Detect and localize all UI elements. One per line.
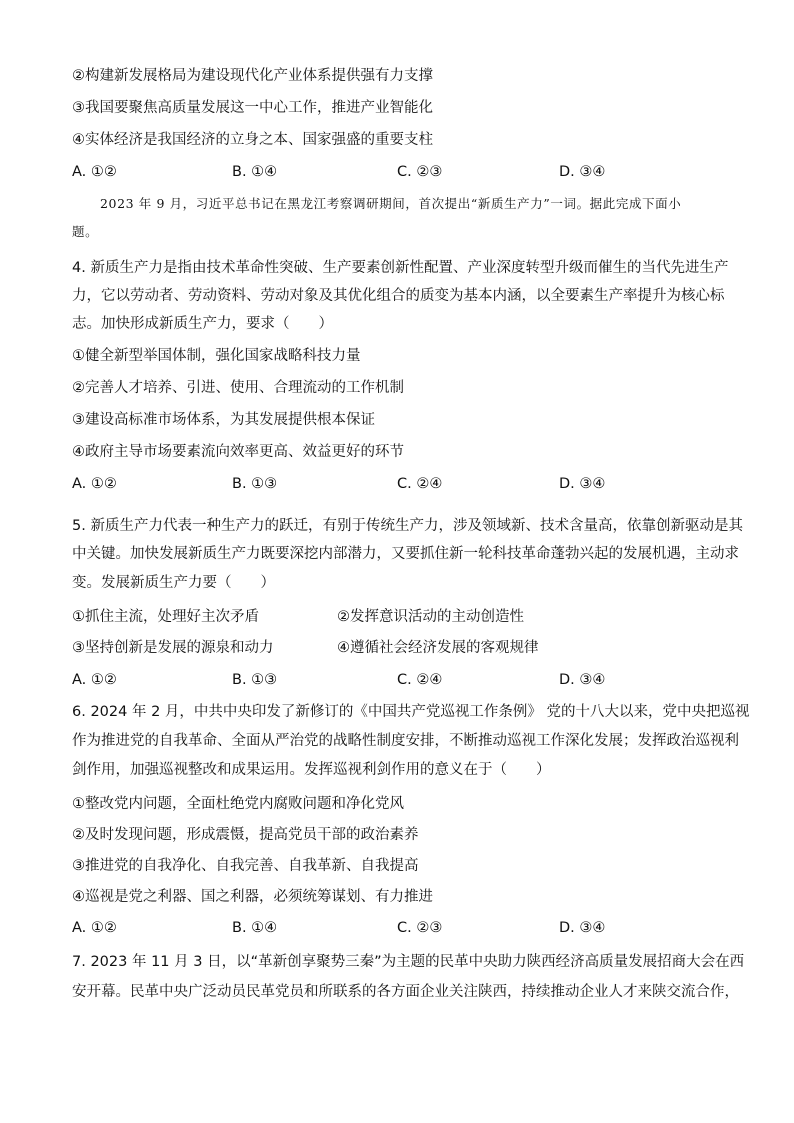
q6-option-d[interactable]: D. ③④: [559, 920, 606, 936]
q3-option-a[interactable]: A. ①②: [72, 164, 117, 180]
q4-option-d[interactable]: D. ③④: [559, 476, 606, 492]
q5-option-b[interactable]: B. ①③: [232, 672, 278, 688]
q5-stem-3: 变。发展新质生产力要（ ）: [72, 575, 275, 591]
q6-item-4: ④巡视是党之利器、国之利器，必须统筹谋划、有力推进: [72, 889, 433, 905]
q4-stem-3: 志。加快形成新质生产力，要求（ ）: [72, 316, 333, 332]
intro-line-1: 2023 年 9 月，习近平总书记在黑龙江考察调研期间，首次提出“新质生产力”一词。据此完成下面小: [100, 196, 682, 211]
q5-item-2: ②发挥意识活动的主动创造性: [337, 609, 524, 625]
q4-option-b[interactable]: B. ①③: [232, 476, 278, 492]
q7-stem-2: 安开幕。民革中央广泛动员民革党员和所联系的各方面企业关注陕西，持续推动企业人才来陕交流合作，: [72, 984, 739, 1000]
q5-option-d[interactable]: D. ③④: [559, 672, 606, 688]
q5-items-row-1: [72, 607, 524, 627]
q3-item-3: ③我国要聚焦高质量发展这一中心工作，推进产业智能化: [72, 100, 433, 116]
q4-option-a[interactable]: A. ①②: [72, 476, 117, 492]
q3-item-4: ④实体经济是我国经济的立身之本、国家强盛的重要支柱: [72, 132, 433, 148]
q5-item-4: ④遵循社会经济发展的客观规律: [337, 640, 539, 656]
q6-stem-2: 作为推进党的自我革命、全面从严治党的战略性制度安排，不断推动巡视工作深化发展；发挥政治巡视利: [72, 733, 739, 749]
q4-stem-1: 4. 新质生产力是指由技术革命性突破、生产要素创新性配置、产业深度转型升级而催生的当代先进生产: [72, 260, 729, 276]
q4-item-2: ②完善人才培养、引进、使用、合理流动的工作机制: [72, 380, 404, 396]
q6-item-2: ②及时发现问题，形成震慑，提高党员干部的政治素养: [72, 827, 419, 843]
q4-stem-2: 力，它以劳动者、劳动资料、劳动对象及其优化组合的质变为基本内涵，以全要素生产率提升为核心标: [72, 288, 725, 304]
q3-option-c[interactable]: C. ②③: [397, 164, 443, 180]
q5-item-1: ①抓住主流，处理好主次矛盾: [72, 609, 259, 625]
q5-option-a[interactable]: A. ①②: [72, 672, 117, 688]
q4-item-3: ③建设高标准市场体系，为其发展提供根本保证: [72, 412, 375, 428]
q6-option-a[interactable]: A. ①②: [72, 920, 117, 936]
q4-item-1: ①健全新型举国体制，强化国家战略科技力量: [72, 348, 361, 364]
q6-stem-3: 剑作用，加强巡视整改和成果运用。发挥巡视利剑作用的意义在于（ ）: [72, 762, 551, 778]
q5-option-c[interactable]: C. ②④: [397, 672, 443, 688]
q3-option-b[interactable]: B. ①④: [232, 164, 278, 180]
q5-stem-2: 中关键。加快发展新质生产力既要深挖内部潜力，又要抓住新一轮科技革命蓬勃兴起的发展机遇，主动求: [72, 546, 739, 562]
q3-option-d[interactable]: D. ③④: [559, 164, 606, 180]
q3-item-2: ②构建新发展格局为建设现代化产业体系提供强有力支撑: [72, 68, 433, 84]
q5-items-row-2: [72, 638, 539, 658]
intro-line-2: 题。: [72, 224, 99, 239]
q4-option-c[interactable]: C. ②④: [397, 476, 443, 492]
q4-item-4: ④政府主导市场要素流向效率更高、效益更好的环节: [72, 444, 404, 460]
q6-item-3: ③推进党的自我净化、自我完善、自我革新、自我提高: [72, 858, 419, 874]
q6-stem-1: 6. 2024 年 2 月，中共中央印发了新修订的《中国共产党巡视工作条例》 党的十八大以来，党中央把巡视: [72, 704, 750, 720]
q5-item-3: ③坚持创新是发展的源泉和动力: [72, 640, 274, 656]
q5-stem-1: 5. 新质生产力代表一种生产力的跃迁，有别于传统生产力，涉及领域新、技术含量高，依靠创新驱动是其: [72, 518, 743, 534]
q6-option-b[interactable]: B. ①④: [232, 920, 278, 936]
q6-item-1: ①整改党内问题，全面杜绝党内腐败问题和净化党风: [72, 796, 404, 812]
q6-option-c[interactable]: C. ②③: [397, 920, 443, 936]
q7-stem-1: 7. 2023 年 11 月 3 日，以“革新创享聚势三秦”为主题的民革中央助力陕西经济高质量发展招商大会在西: [72, 954, 745, 970]
